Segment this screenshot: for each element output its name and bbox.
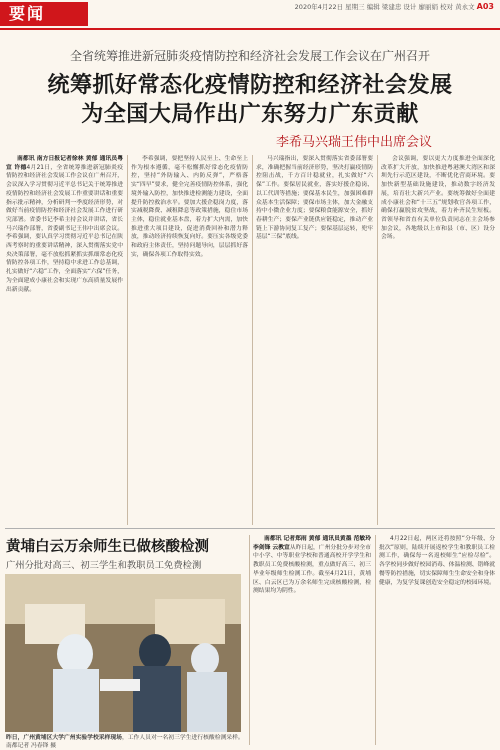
photo-caption xyxy=(6,735,246,750)
second-subheadline: 广州分批对高三、初三学生和教职员工免费检测 xyxy=(6,560,202,571)
main-story-col1 xyxy=(6,155,123,525)
photo-caption-text: ，工作人员对一名初三学生进行核酸检测采样。南都记者 冯春锋 摄 xyxy=(6,735,244,749)
main-story-col4 xyxy=(381,155,495,525)
issue-info xyxy=(295,2,494,11)
main-story-text-4: 会议强调，要以更大力度推进全面深化改革扩大开放，加快推进粤港澳大湾区和深圳先行示范区建设，不断优化营商环境。要加快新型基础设施建设，推动数字经济发展，培育壮大新兴产业。要统筹做好全面建成小康社会和“十三五”规划收官各项工作，确保打赢脱贫攻坚战，着力补齐民生短板。省领导和省直有关单位负责同志在主会场参加会议，各地级以上市和县（市、区）设分会场。 xyxy=(381,156,495,241)
column-divider xyxy=(127,155,128,525)
section-tab: 要闻 xyxy=(0,2,88,26)
news-photo xyxy=(5,574,241,732)
page-number: A03 xyxy=(476,2,494,11)
main-story-text-1: 4月21日，全省统筹推进新冠肺炎疫情防控和经济社会发展工作会议在广州召开，会议深入学习贯彻习近平总书记关于统筹推进疫情防控和经济社会发展工作重要讲话和重要指示批示精神，分析研判一季度经济形势，对做好当前疫情防控和经济社会发展工作进行研究部署。省委书记李希主持会议并讲话，省长马兴瑞作部署，省委副书记王伟中出席会议。李希强调，要认真学习贯彻习近平总书记在陕西考察时的重要讲话精神，深入贯彻落实党中央决策部署，毫不放松抓紧抓实抓细常态化疫情防控各项工作，坚持稳中求进工作总基调，扎实做好“六稳”工作，全面落实“六保”任务，为全面建成小康社会和实现广东高质量发展作出新贡献。 xyxy=(6,164,123,293)
second-story-col1 xyxy=(253,535,371,745)
second-story-text-1: 从昨日起，广州分批分步对全市中小学、中等职业学校和普通高校开学学生和教职员工免费核酸检测，重点做好高三、初三毕业年级师生检测工作。截至4月21日，黄埔区、白云区已为万余名师生完成核酸检测，检测结果均为阴性。 xyxy=(253,544,371,595)
second-story-lead: 南都讯 记者郑雨 黄郁 通讯员黄墨 范敏玲 李剑锋 云教宣 xyxy=(253,536,371,551)
issue-meta: 2020年4月22日 星期三 编辑 梁建忠 设计 廖丽娟 校对 黄永文 xyxy=(294,3,475,11)
second-story-text-2: 4月22日起，两区还将按照“分年级、分批次”原则，陆续开展返校学生和教职员工检测工作，确保每一名返校师生“应检尽检”。各学校同步做好校园消毒、体温检测、错峰就餐等防控措施，切实保障师生生命安全和身体健康，为复学复课创造安全稳定的校园环境。 xyxy=(379,536,495,586)
main-story-text-2: 李希强调，要把坚持人民至上、生命至上作为根本遵循，毫不松懈抓好常态化疫情防控，坚持“外防输入、内防反弹”，严格落实“四早”要求，健全完善疫情防控体系，强化境外输入防控，加快推进检测能力建设，全面提升防控救治水平。要加大援企稳岗力度，落实减税降费、减租降息等政策措施，稳住市场主体，稳住就业基本盘，着力扩大内需，加快推进重大项目建设，促进消费回补和潜力释放，推动经济持续恢复向好。要压实各级党委和政府主体责任，坚持问题导向，层层抓好落实，确保各项工作取得实效。 xyxy=(131,156,248,258)
second-headline: 黄埔白云万余师生已做核酸检测 xyxy=(6,539,209,555)
photo-caption-lead: 昨日，广州黄埔区大学广州实验学校采样现场 xyxy=(6,735,122,741)
main-story-text-3: 马兴瑞指出，要深入贯彻落实省委部署要求，准确把握当前经济形势，坚决打赢疫情防控阻击战，千方百计稳就业，扎实做好“六保”工作。要保居民就业，落实好援企稳岗、以工代训等措施；要保基本民生，加强困难群众基本生活保障；要保市场主体，加大金融支持中小微企业力度；要保粮食能源安全，抓好春耕生产；要保产业链供应链稳定，推动产业链上下游协同复工复产；要保基层运转，兜牢基层“三保”底线。 xyxy=(256,156,373,241)
page-header xyxy=(0,0,500,28)
photo-illustration xyxy=(5,574,241,732)
main-story-col3 xyxy=(256,155,373,525)
column-divider xyxy=(375,535,376,745)
section-divider xyxy=(5,528,495,529)
main-headline-line1: 统筹抓好常态化疫情防控和经济社会发展 xyxy=(47,73,453,98)
header-divider xyxy=(0,28,500,30)
main-headline-line2: 为全国大局作出广东努力广东贡献 xyxy=(81,102,419,127)
second-story-col2 xyxy=(379,535,495,745)
column-divider xyxy=(377,155,378,525)
main-kicker: 全省统筹推进新冠肺炎疫情防控和经济社会发展工作会议在广州召开 xyxy=(69,49,430,63)
main-subheadline: 李希马兴瑞王伟中出席会议 xyxy=(275,135,432,150)
column-divider xyxy=(252,155,253,525)
main-story-col2 xyxy=(131,155,248,525)
main-story-lead: 南都讯 南方日报记者徐林 黄郁 通讯员粤 宣 许德 xyxy=(6,156,123,171)
column-divider xyxy=(249,535,250,745)
